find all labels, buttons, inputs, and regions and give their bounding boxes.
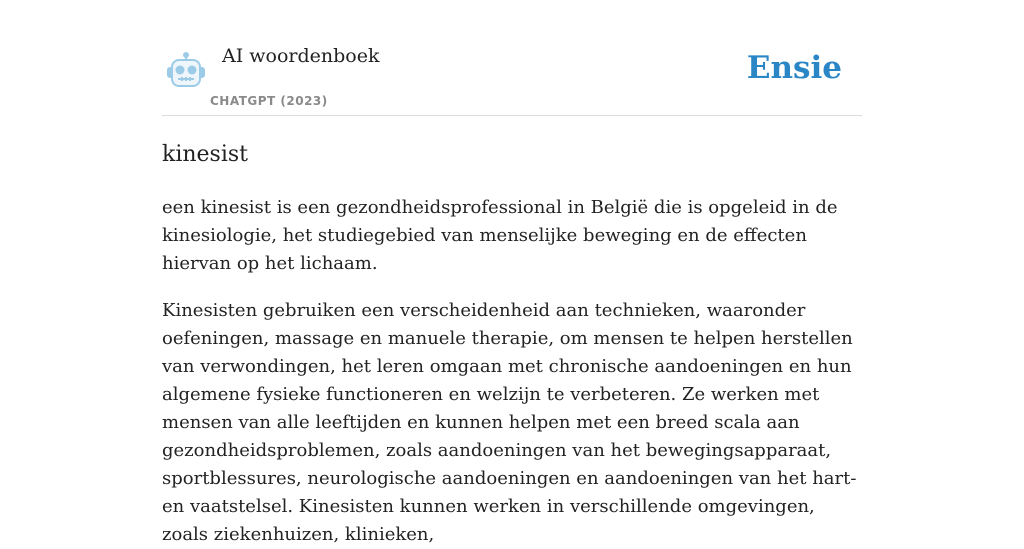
robot-icon [166,52,206,90]
definition-paragraph: een kinesist is een gezondheidsprofessional in België die is opgeleid in de kinesiologie, het studiegebied van menselijke beweging en de effecten hiervan op het lichaam. [162,197,838,274]
definition-paragraph: Kinesisten gebruiken een verscheidenheid aan technieken, waaronder oefeningen, massage en manuele therapie, om mensen te helpen herstellen van verwondingen, het leren omgaan met chronische aandoeningen en hun algemene fysieke functioneren en welzijn te verbeteren. Ze werken met mensen van alle leeftijden en kunnen helpen met een breed scala aan gezondheidsproblemen, zoals aandoeningen van het bewegingsapparaat, sportblessures, neurologische aandoeningen en aandoeningen van het hart- en vaatstelsel. Kinesisten kunnen werken in verschillende omgevingen, zoals ziekenhuizen, klinieken, [162,300,857,545]
entry-header [162,0,862,116]
source-title[interactable]: AI woordenboek [222,45,380,67]
entry-definition [162,194,862,549]
source-subtitle: CHATGPT (2023) [210,94,328,108]
brand-logo[interactable]: Ensie [746,50,842,86]
entry-term: kinesist [162,142,249,167]
dictionary-card [162,0,862,549]
